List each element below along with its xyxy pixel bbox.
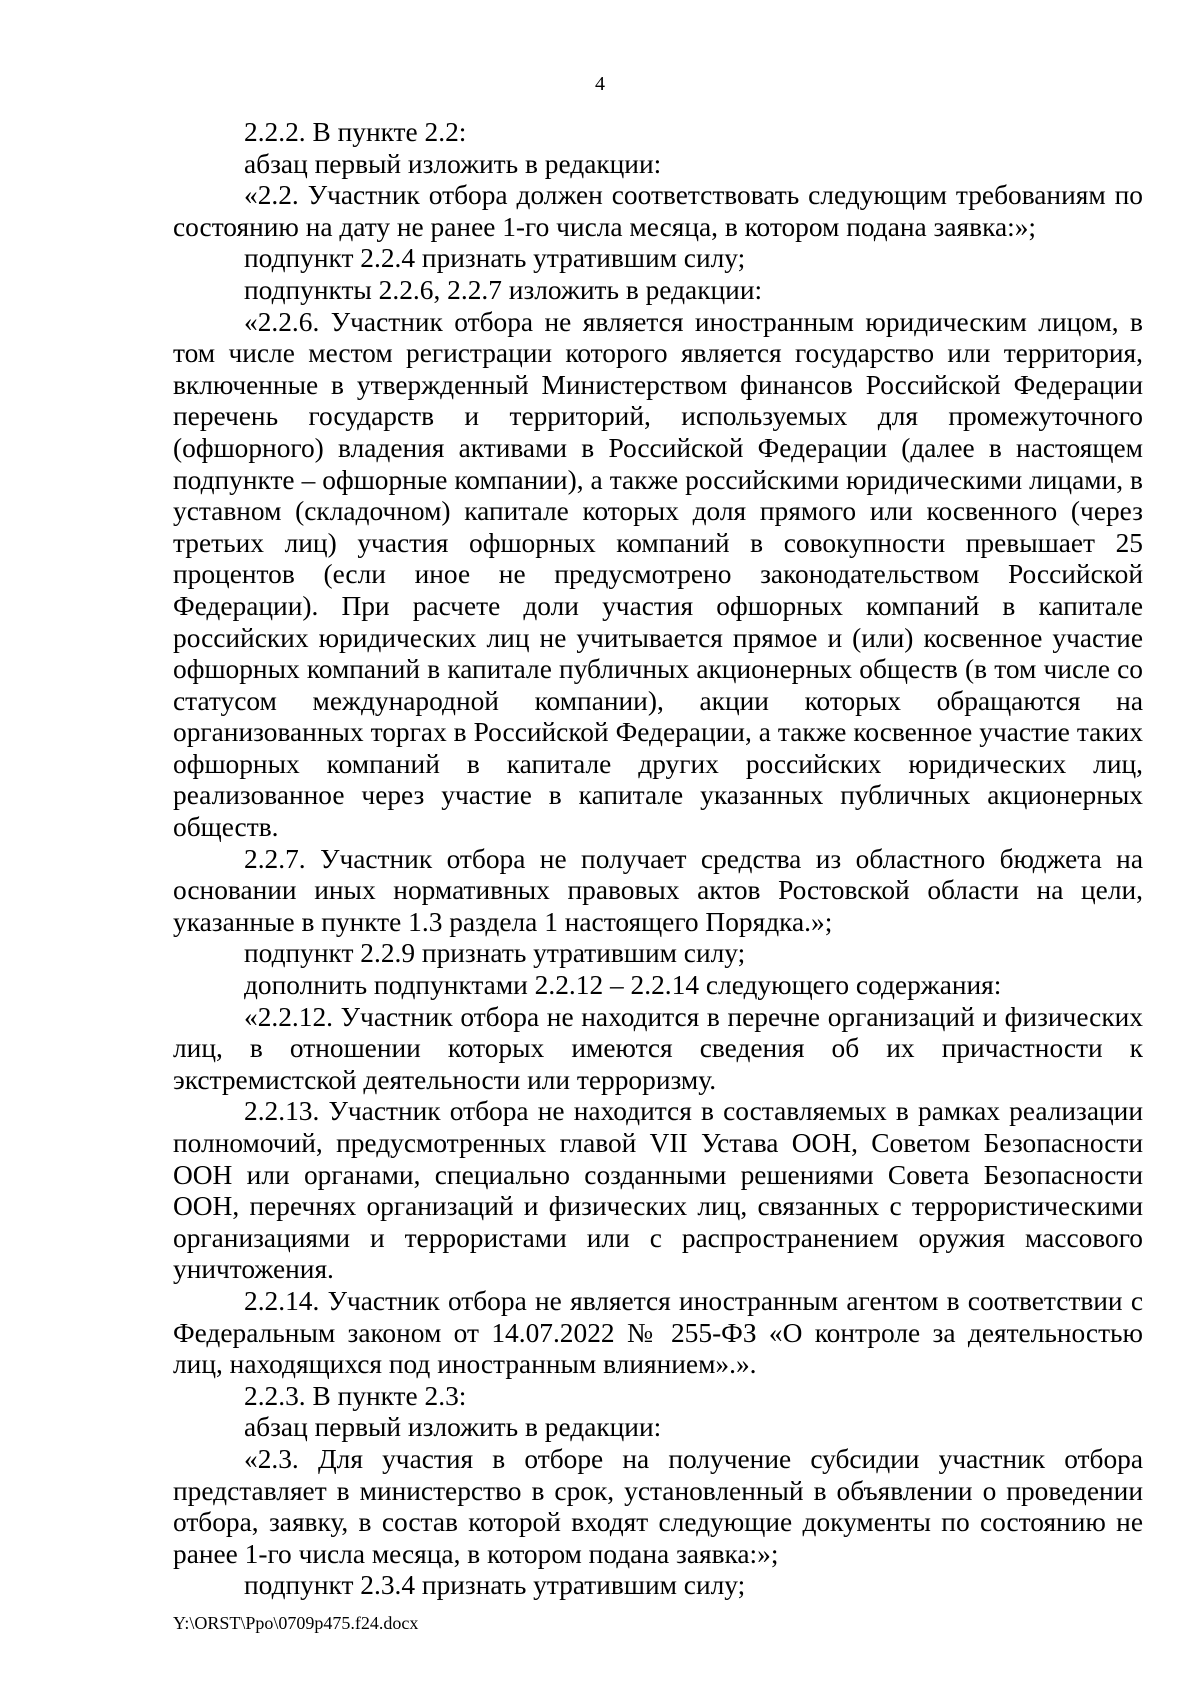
page-number: 4	[595, 73, 605, 95]
paragraph: подпункты 2.2.6, 2.2.7 изложить в редакции:	[244, 274, 763, 305]
paragraph: «2.2. Участник отбора должен соответствовать следующим требованиям по состоянию на дату не ранее 1-го числа месяца, в котором подана заявка:»;	[173, 180, 1143, 242]
paragraph: 2.2.2. В пункте 2.2:	[244, 117, 467, 147]
paragraph: абзац первый изложить в редакции:	[244, 1412, 662, 1443]
paragraph: 2.2.3. В пункте 2.3:	[244, 1380, 467, 1411]
paragraph: 2.2.13. Участник отбора не находится в составляемых в рамках реализации полномочий, предусмотренных главой VII Устава ООН, Советом Безопасности ООН или органами, специально созданными решениями Совета Безопасности ООН, перечнях организаций и физических лиц, связанных с террористическими организациями и террористами или с распространением оружия массового уничтожения.	[173, 1096, 1143, 1285]
paragraph: подпункт 2.3.4 признать утратившим силу;	[244, 1570, 746, 1601]
paragraph: «2.2.6. Участник отбора не является иностранным юридическим лицом, в том числе местом регистрации которого является государство или территория, включенные в утвержденный Министерством финансов Российской Федерации перечень государств и территорий, используемых для промежуточного (офшорного) владения активами в Российской Федерации (далее в настоящем подпункте – офшорные компании), а также российскими юридическими лицами, в уставном (складочном) капитале которых доля прямого или косвенного (через третьих лиц) участия офшорных компаний в совокупности превышает 25 процентов (если иное не предусмотрено законодательством Российской Федерации). При расчете доли участия офшорных компаний в капитале российских юридических лиц не учитывается прямое и (или) косвенное участие офшорных компаний в капитале публичных акционерных обществ (в том числе со статусом международной компании), акции которых обращаются на организованных торгах в Российской Федерации, а также косвенное участие таких офшорных компаний в капитале других российских юридических лиц, реализованное через участие в капитале указанных публичных акционерных обществ.	[173, 306, 1143, 843]
file-path-footer: Y:\ORST\Ppo\0709p475.f24.docx	[173, 1613, 419, 1633]
document-body	[173, 117, 1143, 1602]
paragraph: абзац первый изложить в редакции:	[244, 148, 662, 179]
paragraph: 2.2.14. Участник отбора не является иностранным агентом в соответствии с Федеральным законом от 14.07.2022 № 255-ФЗ «О контроле за деятельностью лиц, находящихся под иностранным влиянием».».	[173, 1285, 1143, 1380]
paragraph: «2.2.12. Участник отбора не находится в перечне организаций и физических лиц, в отношении которых имеются сведения об их причастности к экстремистской деятельности или терроризму.	[173, 1001, 1143, 1095]
paragraph: 2.2.7. Участник отбора не получает средства из областного бюджета на основании иных нормативных правовых актов Ростовской области на цели, указанные в пункте 1.3 раздела 1 настоящего Порядка.»;	[173, 843, 1143, 937]
paragraph: «2.3. Для участия в отборе на получение субсидии участник отбора представляет в министерство в срок, установленный в объявлении о проведении отбора, заявку, в состав которой входят следующие документы по состоянию не ранее 1-го числа месяца, в котором подана заявка:»;	[173, 1443, 1143, 1569]
paragraph: подпункт 2.2.9 признать утратившим силу;	[244, 938, 746, 969]
paragraph: подпункт 2.2.4 признать утратившим силу;	[244, 243, 746, 274]
paragraph: дополнить подпунктами 2.2.12 – 2.2.14 следующего содержания:	[244, 970, 1002, 1001]
